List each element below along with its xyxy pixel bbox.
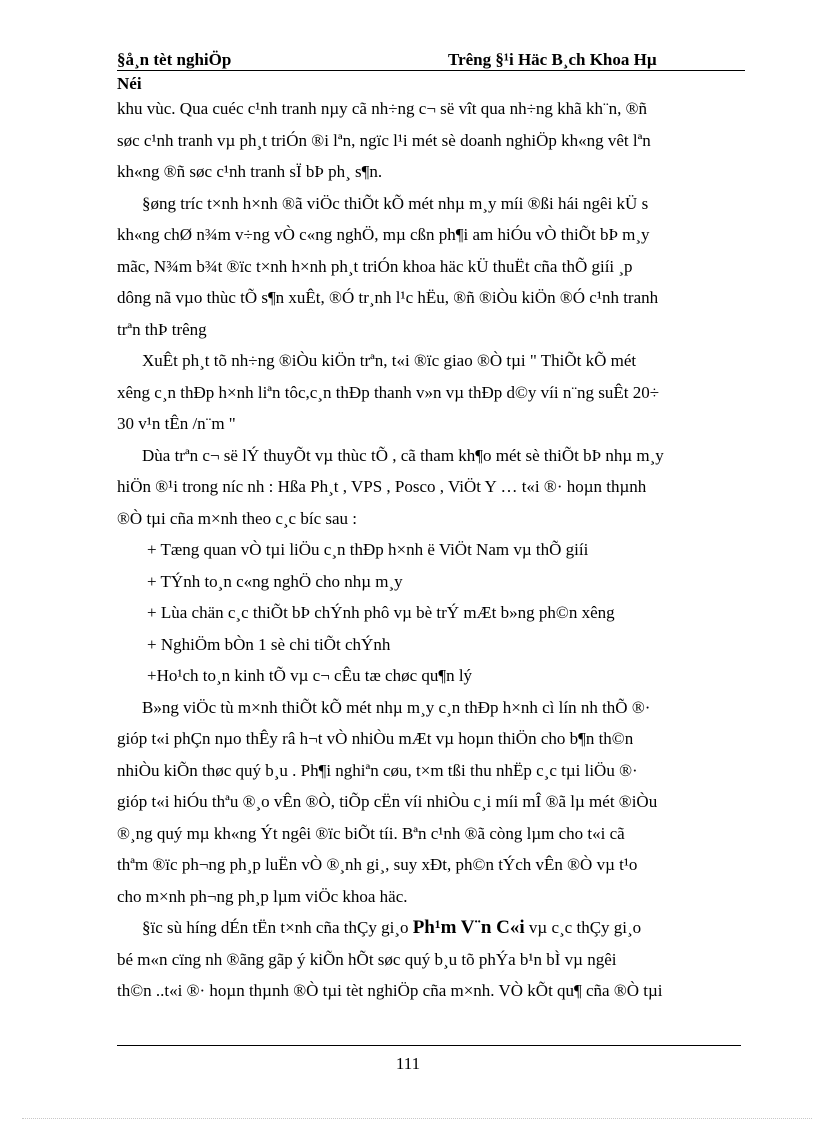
footer-rule — [117, 1045, 741, 1046]
body-line-final-2: bé m«n cïng nh ®ãng gãp ý kiÕn hÕt søc quý b¸u tõ phÝa b¹n bÌ vµ ngêi — [117, 949, 617, 969]
body-line-final-1 — [117, 912, 745, 944]
body-line: + Lùa chän c¸c thiÕt bÞ chÝnh phô vµ bè trÝ mÆt b»ng ph©n xêng — [147, 603, 615, 622]
page-number: 111 — [395, 1054, 421, 1073]
body-line: B»ng viÖc tù m×nh thiÕt kÕ mét nhµ m¸y c¸n thÐp h×nh cì lín nh thÕ ®· — [142, 697, 651, 717]
body-line: 30 v¹n tÊn /n¨m " — [117, 414, 236, 433]
final-paragraph-lead: §ïc sù híng dÉn tËn t×nh cña thÇy gi¸o — [142, 918, 413, 937]
header-rule — [117, 70, 745, 71]
body-line: + Tæng quan vÒ tµi liÖu c¸n thÐp h×nh ë ViÖt Nam vµ thÕ giíi — [147, 540, 589, 559]
teacher-name: Ph¹m V¨n C«i — [412, 917, 525, 938]
body-line: +Ho¹ch to¸n kinh tÕ vµ c¬ cÊu tæ chøc qu¶n lý — [147, 666, 473, 685]
body-line: khu vùc. Qua cuéc c¹nh tranh nµy cã nh÷ng c¬ së vît qua nh÷ng khã kh¨n, ®ñ — [117, 99, 648, 118]
body-line: hiÖn ®¹i trong níc nh : Hßa Ph¸t , VPS , Posco , ViÖt Y … t«i ®· hoµn thµnh — [117, 477, 647, 496]
body-line: kh«ng ®ñ søc c¹nh tranh sÏ bÞ ph¸ s¶n. — [117, 162, 383, 181]
body-line: mãc, N¾m b¾t ®ïc t×nh h×nh ph¸t triÓn khoa häc kÜ thuËt cña thÕ giíi ¸p — [117, 256, 633, 276]
body-line: §øng tríc t×nh h×nh ®ã viÖc thiÕt kÕ mét nhµ m¸y míi ®ßi hái ngêi kÜ s — [142, 193, 649, 213]
body-line: ®¸ng quý mµ kh«ng Ýt ngêi ®ïc biÕt tíi. Bªn c¹nh ®ã còng lµm cho t«i cã — [117, 823, 625, 843]
body-line: xêng c¸n thÐp h×nh liªn tôc,c¸n thÐp thanh v»n vµ thÐp d©y víi n¨ng suÊt 20÷ — [117, 382, 660, 402]
body-line: ®Ò tµi cña m×nh theo c¸c bíc sau : — [117, 508, 358, 528]
body-line: kh«ng chØ n¾m v÷ng vÒ c«ng nghÖ, mµ cßn ph¶i am hiÓu vÒ thiÕt bÞ m¸y — [117, 225, 650, 244]
body-line: nhiÒu kiÕn thøc quý b¸u . Ph¶i nghiªn cøu, t×m tßi thu nhËp c¸c tµi liÖu ®· — [117, 760, 638, 780]
body-line: + NghiÖm bÒn 1 sè chi tiÕt chÝnh — [147, 634, 391, 654]
body-line: thªm ®ïc ph¬ng ph¸p luËn vÒ ®¸nh gi¸, suy xÐt, ph©n tÝch vÊn ®Ò vµ t¹o — [117, 855, 638, 874]
body-line-final-3: th©n ..t«i ®· hoµn thµnh ®Ò tµi tèt nghiÖp cña m×nh. VÒ kÕt qu¶ cña ®Ò tµi — [117, 981, 663, 1000]
body-line: XuÊt ph¸t tõ nh÷ng ®iÒu kiÖn trªn, t«i ®ïc giao ®Ò tµi " ThiÕt kÕ mét — [142, 351, 637, 370]
body-text — [117, 93, 745, 1007]
body-line: gióp t«i phÇn nµo thÊy râ h¬t vÒ nhiÒu mÆt vµ hoµn thiÖn cho b¶n th©n — [117, 729, 634, 748]
body-line: cho m×nh ph¬ng ph¸p lµm viÖc khoa häc. — [117, 886, 408, 906]
body-line: + TÝnh to¸n c«ng nghÖ cho nhµ m¸y — [147, 571, 403, 591]
body-line: søc c¹nh tranh vµ ph¸t triÓn ®i lªn, ngïc l¹i mét sè doanh nghiÖp kh«ng vêt lªn — [117, 130, 651, 150]
body-line: trªn thÞ trêng — [117, 319, 207, 339]
header-right-title-continuation: Néi — [117, 74, 142, 93]
final-paragraph-tail: vµ c¸c thÇy gi¸o — [524, 918, 642, 937]
page-edge-dotted-line — [22, 1118, 812, 1119]
header-right-title: Trêng §¹i Häc B¸ch Khoa Hµ — [448, 50, 657, 69]
body-line: dông nã vµo thùc tÕ s¶n xuÊt, ®Ó tr¸nh l¹c hËu, ®ñ ®iÒu kiÖn ®Ó c¹nh tranh — [117, 288, 659, 307]
body-line: gióp t«i hiÓu thªu ®¸o vÊn ®Ò, tiÕp cËn víi nhiÒu c¸i míi mÎ ®ã lµ mét ®iÒu — [117, 792, 658, 811]
body-line: Dùa trªn c¬ së lÝ thuyÕt vµ thùc tÕ , cã tham kh¶o mét sè thiÕt bÞ nhµ m¸y — [142, 445, 664, 465]
page-header — [117, 50, 745, 72]
header-left-title: §å¸n tèt nghiÖp — [117, 50, 232, 69]
